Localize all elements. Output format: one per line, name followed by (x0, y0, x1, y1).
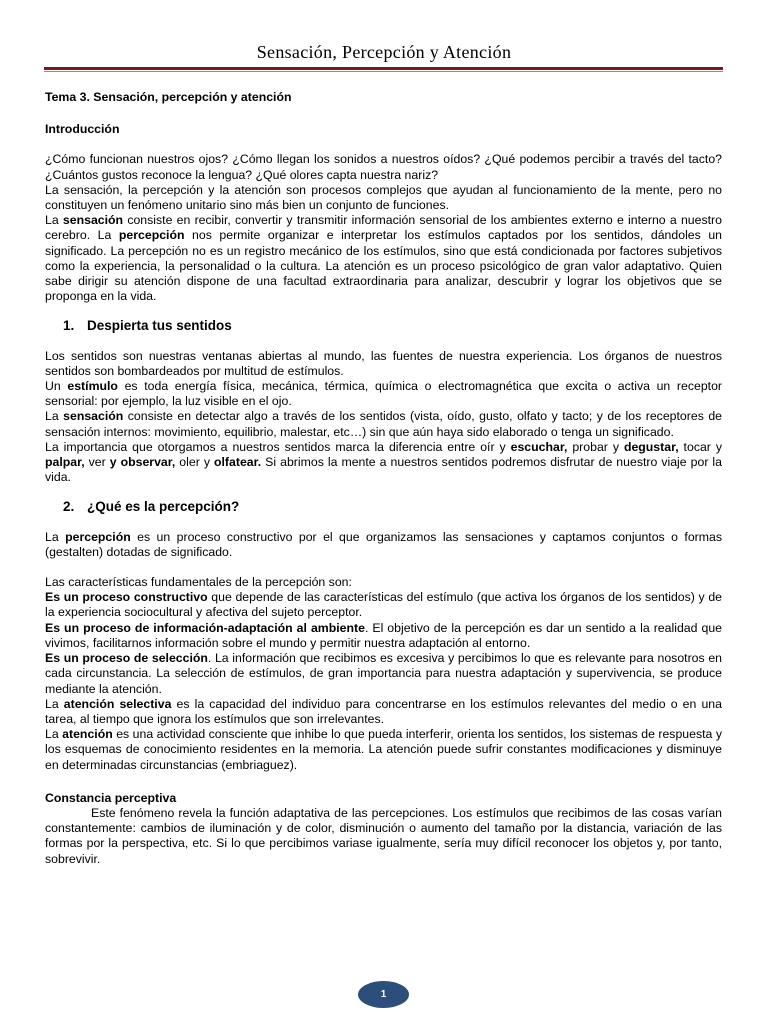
section-2-heading: 2. ¿Qué es la percepción? (63, 499, 240, 515)
section-1-paragraph-3: La sensación consiste en detectar algo a través de los sentidos (vista, oído, gusto, olfato y tacto; y de los receptores de sensación internos: movimiento, equilibrio, malestar, etc…) sin que aún haya sido elaborado o tenga un significado. (45, 409, 722, 439)
section-1-heading: 1. Despierta tus sentidos (63, 318, 232, 334)
attention-paragraph: La atención es una actividad consciente que inhibe lo que pueda interferir, orienta los sentidos, los sistemas de respuesta y los esquemas de conocimiento residentes en la memoria. La atención puede sufrir constantes modificaciones y disminuye en determinadas circunstancias (embriaguez). (45, 727, 722, 772)
characteristics-intro: Las características fundamentales de la percepción son: (45, 575, 352, 590)
section-1-paragraph-1: Los sentidos son nuestras ventanas abiertas al mundo, las fuentes de nuestra experiencia. Los órganos de nuestros sentidos son bombardeados por multitud de estímulos. (45, 348, 722, 378)
constancy-paragraph: Este fenómeno revela la función adaptativa de las percepciones. Los estímulos que recibimos de las cosas varían constantemente: cambios de iluminación y de color, disminución o aumento del tamaño por la distancia, variación de las formas por la perspectiva, etc. Si lo que percibimos variase igualmente, sería muy difícil reconocer los objetos y, por tanto, sobrevivir. (45, 805, 722, 866)
section-1-paragraph-2: Un estímulo es toda energía física, mecánica, térmica, química o electromagnética que excita o activa un receptor sensorial: por ejemplo, la luz visible en el ojo. (45, 379, 723, 409)
page-header-title: Sensación, Percepción y Atención (256, 42, 512, 62)
intro-paragraph-2: La sensación, la percepción y la atención son procesos complejos que ayudan al funcionamiento de la mente, pero no constituyen un fenómeno unitario sino más bien un conjunto de funciones. (45, 182, 722, 213)
page-number-badge: 1 (358, 981, 409, 1008)
characteristic-adaptation: Es un proceso de información-adaptación al ambiente. El objetivo de la percepción es dar un sentido a la realidad que vivimos, facilitarnos información sobre el mundo y permitir nuestra adaptación al entorno. (45, 620, 722, 650)
topic-title: Tema 3. Sensación, percepción y atención (45, 90, 292, 104)
intro-heading: Introducción (45, 122, 120, 137)
header-rule (44, 67, 723, 70)
document-body (45, 90, 722, 867)
selective-attention-paragraph: La atención selectiva es la capacidad del individuo para concentrarse en los estímulos relevantes del medio o en una tarea, al tiempo que ignora los estímulos que son irrelevantes. (45, 696, 722, 726)
header-rule-thin (44, 71, 723, 72)
intro-paragraph-3: La sensación consiste en recibir, convertir y transmitir información sensorial de los ambientes externo e interno a nuestro cerebro. La percepción nos permite organizar e interpretar los estímulos captados por los sentidos, dándoles un significado. La percepción no es un registro mecánico de los estímulos, sino que está condicionada por factores subjetivos como la experiencia, la personalidad o la cultura. La atención es un proceso psicológico de gran valor adaptativo. Quien sabe dirigir su atención dispone de una facultad extraordinaria para analizar, descubrir y lograr los objetivos que se proponga en la vida. (45, 213, 722, 304)
section-2-paragraph-1: La percepción es un proceso constructivo por el que organizamos las sensaciones y captamos conjuntos o formas (gestalten) dotadas de significado. (45, 529, 722, 559)
section-1-paragraph-4: La importancia que otorgamos a nuestros sentidos marca la diferencia entre oír y escuchar, probar y degustar, tocar y palpar, ver y observar, oler y olfatear. Si abrimos la mente a nuestros sentidos podremos disfrutar de nuestro viaje por la vida. (45, 439, 722, 485)
intro-paragraph-1: ¿Cómo funcionan nuestros ojos? ¿Cómo llegan los sonidos a nuestros oídos? ¿Qué podemos percibir a través del tacto? ¿Cuántos gustos reconoce la lengua? ¿Qué olores capta nuestra nariz? (45, 152, 722, 182)
characteristic-constructive: Es un proceso constructivo que depende de las características del estímulo (que activa los órganos de los sentidos) y de la experiencia sociocultural y afectiva del sujeto perceptor. (45, 590, 722, 620)
spacer (45, 560, 722, 575)
characteristic-selection: Es un proceso de selección. La información que recibimos es excesiva y percibimos lo que es relevante para nosotros en cada circunstancia. La selección de estímulos, de gran importancia para nuestra adaptación y supervivencia, se produce mediante la atención. (45, 651, 722, 696)
constancy-heading: Constancia perceptiva (45, 790, 177, 805)
